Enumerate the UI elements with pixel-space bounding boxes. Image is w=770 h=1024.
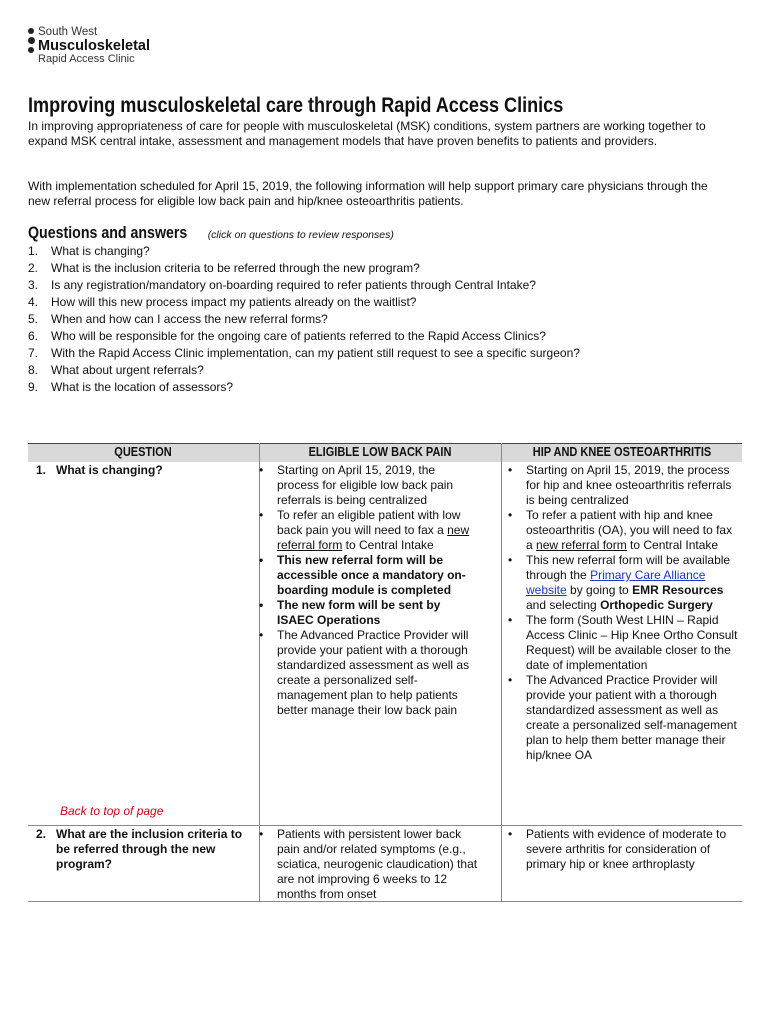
qa-heading-note: (click on questions to review responses)	[207, 229, 394, 241]
lbp-referral-form-link[interactable]: new referral form	[277, 523, 470, 552]
row1-lbp-cell	[257, 463, 479, 718]
row2-question: 2. What are the inclusion criteria to be referred through the new program?	[36, 827, 243, 871]
logo-line-1: South West	[38, 26, 98, 38]
row1-question: 1. What is changing?	[36, 463, 163, 477]
question-link-4[interactable]: 4. How will this new process impact my patients already on the waitlist?	[28, 295, 417, 309]
primary-care-alliance-link[interactable]: Primary Care Alliance website	[526, 568, 706, 597]
list-item: • This new referral form will be available through the Primary Care Alliance website by going to EMR Resources and selecting Orthopedic Surgery	[506, 553, 738, 613]
row2-lbp-cell	[257, 827, 479, 902]
column-divider	[501, 443, 502, 902]
hip-referral-form-link[interactable]: new referral form	[536, 538, 627, 552]
logo-line-2: Musculoskeletal	[38, 38, 151, 54]
question-link-6[interactable]: 6. Who will be responsible for the ongoing care of patients referred to the Rapid Access Clinics?	[28, 329, 546, 343]
list-item: • The form (South West LHIN – Rapid Access Clinic – Hip Knee Ortho Consult Request) will be available closer to the date of implementation	[506, 613, 738, 673]
list-item: • To refer a patient with hip and knee osteoarthritis (OA), you will need to fax a new referral form to Central Intake	[506, 508, 738, 553]
list-item: • Starting on April 15, 2019, the process for hip and knee osteoarthritis referrals is being centralized	[506, 463, 738, 508]
list-item: • The Advanced Practice Provider will provide your patient with a thorough standardized assessment as well as create a personalized self-management plan to help them better manage their hip/knee OA	[506, 673, 738, 763]
question-link-9[interactable]: 9. What is the location of assessors?	[28, 380, 234, 394]
question-link-2[interactable]: 2. What is the inclusion criteria to be referred through the new program?	[28, 261, 420, 275]
question-link-5[interactable]: 5. When and how can I access the new referral forms?	[28, 312, 328, 326]
question-link-1[interactable]: 1. What is changing?	[28, 244, 150, 258]
intro-paragraph-1: In improving appropriateness of care for people with musculoskeletal (MSK) conditions, system partners are working together to expand MSK central intake, assessment and management models that have proven benefits to patients and providers.	[28, 119, 706, 148]
header-low-back-pain: ELIGIBLE LOW BACK PAIN	[308, 445, 452, 459]
logo-line-3: Rapid Access Clinic	[38, 53, 135, 65]
question-link-8[interactable]: 8. What about urgent referrals?	[28, 363, 204, 377]
qa-heading	[28, 224, 394, 243]
clinic-logo	[28, 26, 208, 70]
question-link-7[interactable]: 7. With the Rapid Access Clinic implementation, can my patient still request to see a specific surgeon?	[28, 346, 580, 360]
list-item: • The Advanced Practice Provider will provide your patient with a thorough standardized assessment as well as create a personalized self-management plan to help patients better manage their low back pain	[257, 628, 479, 718]
row-divider	[28, 825, 742, 826]
logo-dots-icon	[28, 28, 36, 56]
row1-hip-cell	[506, 463, 738, 763]
table-header	[28, 443, 742, 462]
page-title: Improving musculoskeletal care through Rapid Access Clinics	[28, 94, 564, 117]
header-hip-knee: HIP AND KNEE OSTEOARTHRITIS	[532, 445, 712, 459]
list-item: • The new form will be sent by ISAEC Operations	[257, 598, 479, 628]
list-item: • To refer an eligible patient with low back pain you will need to fax a new referral form to Central Intake	[257, 508, 479, 553]
list-item: • Patients with persistent lower back pain and/or related symptoms (e.g., sciatica, neurogenic claudication) that are not improving 6 weeks to 12 months from onset	[257, 827, 479, 902]
question-link-3[interactable]: 3. Is any registration/mandatory on-boarding required to refer patients through Central Intake?	[28, 278, 536, 292]
list-item: • Starting on April 15, 2019, the process for eligible low back pain referrals is being centralized	[257, 463, 479, 508]
intro-paragraph-2: With implementation scheduled for April 15, 2019, the following information will help support primary care physicians through the new referral process for eligible low back pain and hip/knee osteoarthritis patients.	[28, 179, 708, 208]
header-question: QUESTION	[114, 445, 172, 459]
row2-hip-cell	[506, 827, 738, 872]
question-list	[28, 243, 580, 396]
back-to-top-link[interactable]: Back to top of page	[60, 804, 164, 818]
list-item: • This new referral form will be accessible once a mandatory on-boarding module is completed	[257, 553, 479, 598]
qa-heading-title: Questions and answers	[28, 224, 188, 242]
list-item: • Patients with evidence of moderate to severe arthritis for consideration of primary hip or knee arthroplasty	[506, 827, 738, 872]
